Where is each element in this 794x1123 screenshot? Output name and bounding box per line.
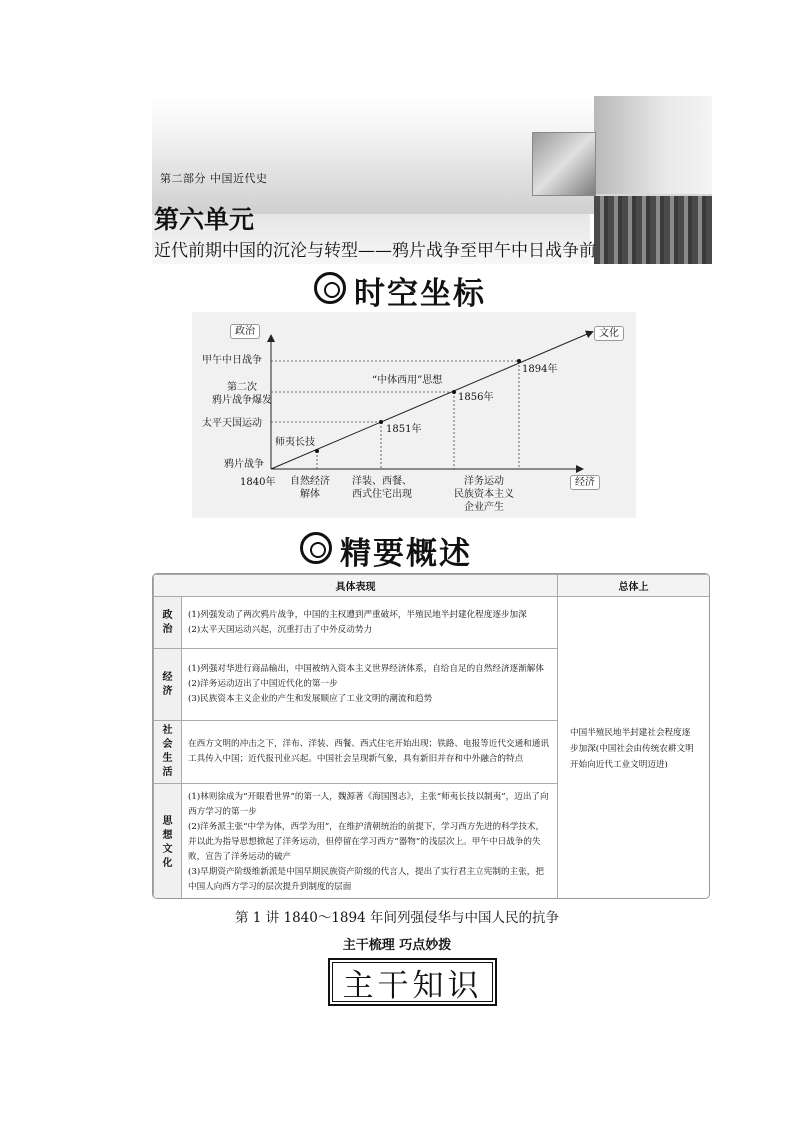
unit-subtitle: 近代前期中国的沉沦与转型——鸦片战争至甲午中日战争前: [154, 241, 596, 261]
economy-event: 洋务运动 民族资本主义 企业产生: [454, 476, 514, 513]
timeline-diagram: [192, 312, 636, 518]
main-knowledge-label: 主干知识: [332, 962, 493, 1002]
section-title: 时空坐标: [354, 276, 486, 312]
row-details: [182, 649, 558, 721]
row-category: 社会生活: [154, 721, 182, 784]
politics-event: 太平天国运动: [202, 418, 262, 429]
unit-banner: [152, 96, 712, 264]
banner-3d-block: [594, 96, 712, 194]
compass-icon: [314, 272, 346, 304]
compass-icon: [300, 532, 332, 564]
detail-line: (2)太平天国运动兴起，沉重打击了中外反动势力: [188, 624, 373, 635]
politics-event: 鸦片战争: [224, 459, 264, 470]
row-details: [182, 784, 558, 900]
idea-label: 师夷长技: [275, 437, 315, 448]
table-header: 总体上: [558, 575, 710, 597]
unit-title: 第六单元: [154, 205, 255, 234]
table-row: [154, 597, 710, 649]
economy-event: 自然经济 解体: [290, 476, 330, 500]
detail-line: (3)民族资本主义企业的产生和发展顺应了工业文明的潮流和趋势: [188, 694, 433, 704]
origin-year: 1840年: [240, 477, 276, 488]
idea-label: “中体西用”思想: [372, 375, 443, 386]
part-label: 第二部分 中国近代史: [160, 172, 268, 185]
section-header-timeline: [0, 266, 794, 310]
row-details: [182, 721, 558, 784]
main-knowledge-box: [328, 958, 497, 1006]
x-axis-label: 经济: [570, 475, 600, 490]
row-category: 经济: [154, 649, 182, 721]
overview-table: [152, 573, 710, 899]
detail-line: (1)列强对华进行商品输出，中国被纳入资本主义世界经济体系，自给自足的自然经济逐渐解体: [188, 664, 544, 674]
diagonal-axis: [271, 332, 592, 469]
detail-line: (2)洋务派主张“中学为体，西学为用”，在维护清朝统治的前提下，学习西方先进的科学技术，并以此为指导思想掀起了洋务运动，但停留在学习西方“器物”的浅层次上。甲午中日战争的失败，宣告了洋务运动的破产: [188, 822, 545, 862]
politics-event: 甲午中日战争: [202, 355, 262, 366]
banner-photo-monument: [532, 132, 596, 196]
culture-point: 1851年: [386, 424, 422, 435]
detail-line: (1)林则徐成为“开眼看世界”的第一人，魏源著《海国图志》，主张“师夷长技以制夷”，迈出了向西方学习的第一步: [188, 792, 549, 817]
row-category: 政治: [154, 597, 182, 649]
detail-line: (2)洋务运动迈出了中国近代化的第一步: [188, 679, 338, 689]
culture-point: 1856年: [458, 392, 494, 403]
detail-line: (3)早期资产阶级维新派是中国早期民族资产阶级的代言人，提出了实行君主立宪制的主张，把中国人向西方学习的层次提升到制度的层面: [188, 867, 544, 892]
politics-event: 第二次 鸦片战争爆发: [212, 382, 272, 406]
banner-photo-group: [594, 196, 712, 264]
section-header-overview: [0, 526, 794, 570]
lecture-subtitle: 主干梳理 巧点妙拨: [342, 938, 452, 953]
table-header: 具体表现: [154, 575, 558, 597]
diagonal-axis-label: 文化: [594, 326, 624, 341]
detail-line: (1)列强发动了两次鸦片战争，中国的主权遭到严重破坏，半殖民地半封建化程度逐步加深: [188, 609, 527, 620]
row-details: [182, 597, 558, 649]
lecture-title: 第 1 讲 1840～1894 年间列强侵华与中国人民的抗争: [235, 910, 559, 926]
y-axis-label: 政治: [230, 324, 260, 339]
detail-line: 在西方文明的冲击之下，洋布、洋装、西餐、西式住宅开始出现；铁路、电报等近代交通和通讯工具传入中国；近代报刊业兴起。中国社会呈现新气象，具有新旧并存和中外融合的特点: [188, 739, 549, 764]
section-title: 精要概述: [340, 536, 472, 572]
economy-event: 洋装、西餐、 西式住宅出现: [352, 476, 412, 500]
row-category: 思想文化: [154, 784, 182, 900]
overall-summary: 中国半殖民地半封建社会程度逐步加深(中国社会由传统农耕文明开始向近代工业文明迈进): [558, 597, 710, 900]
culture-point: 1894年: [522, 364, 558, 375]
